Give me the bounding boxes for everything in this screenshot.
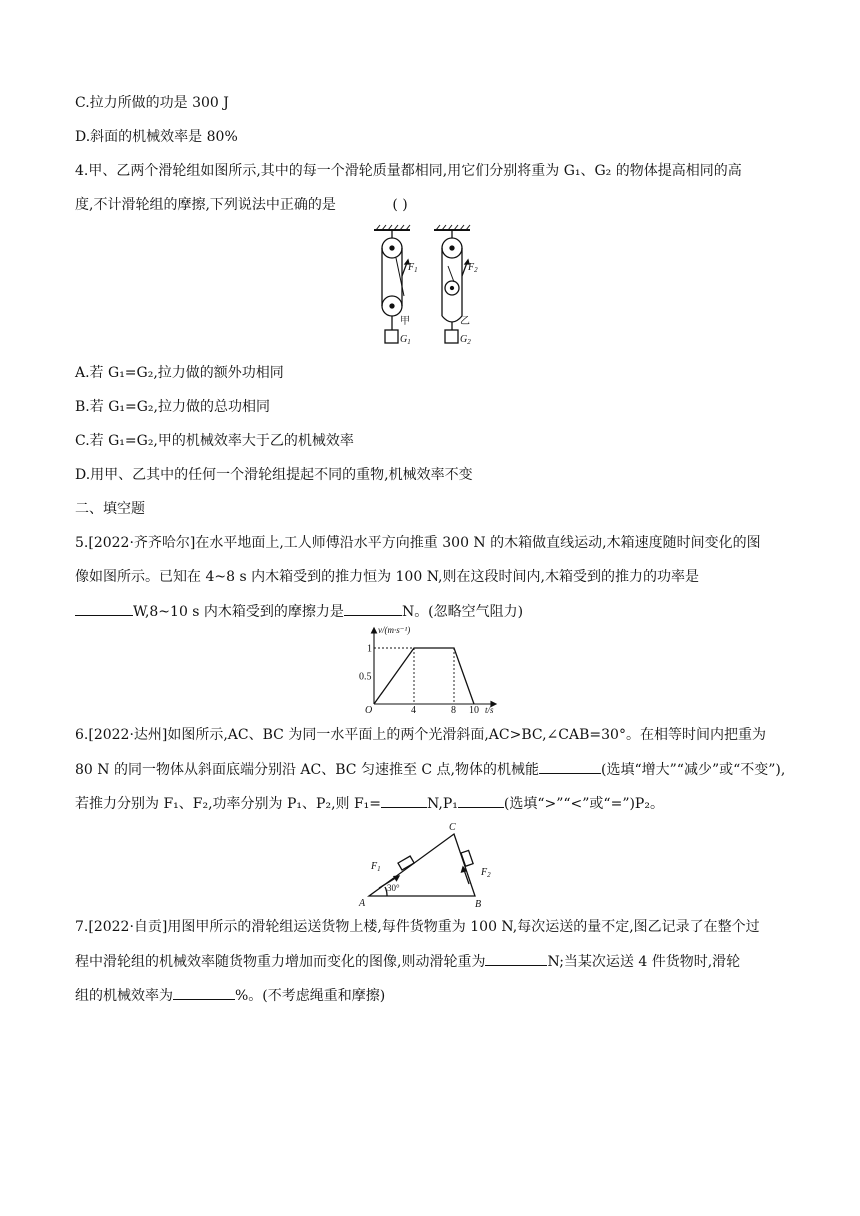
y-axis-label: v/(m·s⁻¹) [378,625,411,635]
weight-g2-label: G [460,334,468,345]
q7-line2 [75,951,740,972]
force-f2-incline-label: F [481,867,488,878]
q7-line2-b: N;当某次运送 4 件货物时,滑轮 [547,954,741,970]
q6-blank-energy[interactable] [539,759,601,774]
svg-text:F2 [467,262,478,274]
q4-stem-text: 度,不计滑轮组的摩擦,下列说法中正确的是 [75,197,336,213]
q4-option-c: C.若 G₁=G₂,甲的机械效率大于乙的机械效率 [75,433,354,449]
q7-line3 [75,985,385,1006]
q4-option-d: D.用甲、乙其中的任何一个滑轮组提起不同的重物,机械效率不变 [75,467,473,483]
q6-line3-c: (选填“>”“<”或“=”)P₂。 [503,796,664,812]
q6-line2-b: (选填“增大”“减少”或“不变”), [601,762,786,778]
q6-blank-force[interactable] [381,793,427,808]
q5-line3 [75,601,523,622]
label-yi: 乙 [460,316,470,327]
pulley-diagram [368,222,493,350]
q4-answer-bracket: ( ) [392,197,408,213]
vertex-c: C [449,822,456,833]
weight-g1-label: G [400,334,408,345]
q5-blank-friction[interactable] [344,601,402,616]
q7-line3-a: 组的机械效率为 [75,988,173,1004]
q4-stem-line2 [75,195,408,215]
q7-line2-a: 程中滑轮组的机械效率随货物重力增加而变化的图像,则动滑轮重为 [75,954,486,970]
force-f1-sub: 1 [414,266,418,274]
block-on-ac [398,856,414,870]
svg-text:F1 [370,861,381,873]
svg-text:G1 [400,334,411,346]
q6-line3-b: N,P₁ [427,796,458,812]
incline-diagram [357,820,507,908]
q6-line3 [75,793,664,814]
x-tick-label: 10 [469,705,479,714]
force-f1-incline-label: F [371,861,378,872]
q5-line2: 像如图所示。已知在 4~8 s 内木箱受到的推力恒为 100 N,则在这段时间内,木箱受到的推力的功率是 [75,569,699,585]
force-f1-label: F [408,262,415,273]
force-f1-incline-sub: 1 [377,865,381,873]
x-tick-label: 4 [411,705,416,714]
weight-g2-sub: 2 [467,338,471,346]
y-tick-label: 1 [367,643,372,655]
incline-figure [357,820,507,908]
q6-blank-compare[interactable] [458,793,504,808]
force-f2-sub: 2 [474,266,478,274]
section-title: 二、填空题 [75,501,145,517]
q6-line1: 6.[2022·达州]如图所示,AC、BC 为同一水平面上的两个光滑斜面,AC>BC,∠CAB=30°。在相等时间内把重为 [75,727,766,743]
label-jia: 甲 [400,316,410,327]
q3-option-c: C.拉力所做的功是 300 J [75,95,229,111]
svg-text:F1 [407,262,418,274]
q5-line1: 5.[2022·齐齐哈尔]在水平地面上,工人师傅沿水平方向推重 300 N 的木箱做直线运动,木箱速度随时间变化的图 [75,535,761,551]
force-f2-incline-sub: 2 [487,871,491,879]
vertex-a: A [359,898,366,908]
force-f2-label: F [468,262,475,273]
q4-option-b: B.若 G₁=G₂,拉力做的总功相同 [75,399,270,415]
q7-blank-efficiency[interactable] [173,985,235,1000]
origin-label: O [365,705,373,714]
angle-label: 30° [387,883,400,893]
weight-g1-sub: 1 [407,338,411,346]
q5-line3-a: W,8~10 s 内木箱受到的摩擦力是 [133,604,344,620]
y-tick-label: 0.5 [359,671,372,683]
pulley-figure [368,222,493,350]
velocity-time-svg [346,622,506,714]
svg-text:F2 [480,867,491,879]
velocity-time-chart [346,622,506,714]
q7-line1: 7.[2022·自贡]用图甲所示的滑轮组运送货物上楼,每件货物重为 100 N,每次运送的量不定,图乙记录了在整个过 [75,919,760,935]
q3-option-d: D.斜面的机械效率是 80% [75,129,238,145]
q5-line3-b: N。(忽略空气阻力) [401,604,524,620]
incline-triangle [369,834,475,896]
block-on-bc [461,850,473,866]
q4-option-a: A.若 G₁=G₂,拉力做的额外功相同 [75,365,284,381]
q7-blank-pulley-weight[interactable] [485,951,547,966]
q4-stem-line1: 4.甲、乙两个滑轮组如图所示,其中的每一个滑轮质量都相同,用它们分别将重为 G₁、G₂ 的物体提高相同的高 [75,163,742,179]
velocity-series-line [374,648,474,704]
q7-line3-b: %。(不考虑绳重和摩擦) [235,988,386,1004]
vertex-b: B [475,899,482,908]
q6-line2 [75,759,785,780]
q6-line3-a: 若推力分别为 F₁、F₂,功率分别为 P₁、P₂,则 F₁= [75,796,382,812]
q6-line2-a: 80 N 的同一物体从斜面底端分别沿 AC、BC 匀速推至 C 点,物体的机械能 [75,762,540,778]
x-axis-label: t/s [485,705,494,714]
x-tick-label: 8 [451,705,456,714]
svg-text:G2 [460,334,471,346]
q5-blank-power[interactable] [75,601,133,616]
